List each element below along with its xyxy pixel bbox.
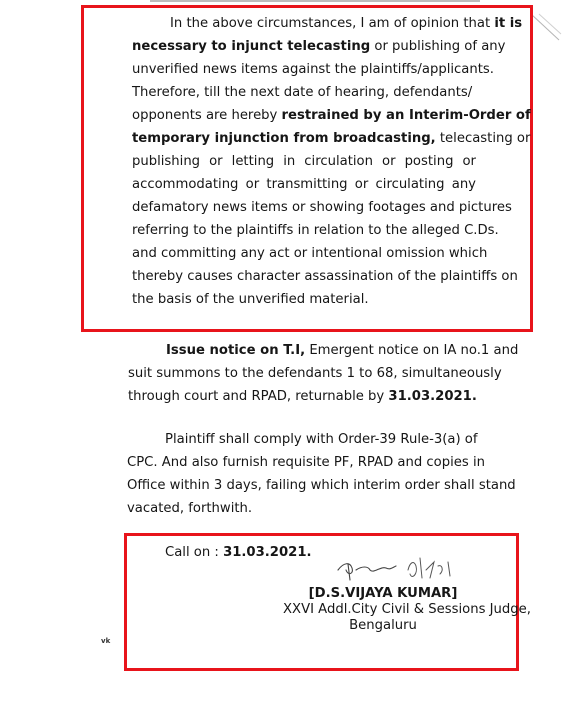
paragraph-compliance [127, 428, 516, 520]
typist-initials: vk [101, 637, 111, 645]
text-line: Office within 3 days, failing which interim order shall stand [127, 478, 516, 493]
text-line: Therefore, till the next date of hearing, defendants/ [132, 85, 473, 100]
judge-city: Bengaluru [349, 618, 417, 633]
paragraph-injunction [132, 12, 531, 311]
judge-name: [D.S.VIJAYA KUMAR] [308, 586, 458, 601]
text-line: and committing any act or intentional omission which [132, 246, 488, 261]
text-line: defamatory news items or showing footages and pictures [132, 200, 512, 215]
page-curl-mark [529, 12, 563, 46]
text-line: In the above circumstances, I am of opinion that it is [170, 16, 523, 31]
text-line: unverified news items against the plaintiffs/applicants. [132, 62, 494, 77]
judge-signature-block [283, 586, 531, 634]
text-line: through court and RPAD, returnable by 31.03.2021. [128, 389, 477, 404]
text-line: opponents are hereby restrained by an Interim-Order of [132, 108, 531, 123]
call-on-date: Call on : 31.03.2021. [165, 545, 312, 560]
page-edge [150, 0, 480, 2]
paragraph-notice [128, 339, 519, 408]
handwritten-signature [330, 548, 460, 588]
text-line: Issue notice on T.I, Emergent notice on IA no.1 and [166, 343, 519, 358]
text-line-justified: accommodating or transmitting or circulating any [132, 177, 476, 192]
text-line: necessary to injunct telecasting or publishing of any [132, 39, 506, 54]
text-line: vacated, forthwith. [127, 501, 253, 516]
text-line-justified: publishing or letting in circulation or posting or [132, 154, 476, 169]
text-line: the basis of the unverified material. [132, 292, 369, 307]
text-line: temporary injunction from broadcasting, telecasting or [132, 131, 531, 146]
text-line: Plaintiff shall comply with Order-39 Rule-3(a) of [165, 432, 478, 447]
text-line: referring to the plaintiffs in relation to the alleged C.Ds. [132, 223, 499, 238]
judge-designation: XXVI Addl.City Civil & Sessions Judge, [283, 602, 531, 617]
text-line: thereby causes character assassination of the plaintiffs on [132, 269, 518, 284]
text-line: suit summons to the defendants 1 to 68, simultaneously [128, 366, 502, 381]
text-line: CPC. And also furnish requisite PF, RPAD and copies in [127, 455, 485, 470]
